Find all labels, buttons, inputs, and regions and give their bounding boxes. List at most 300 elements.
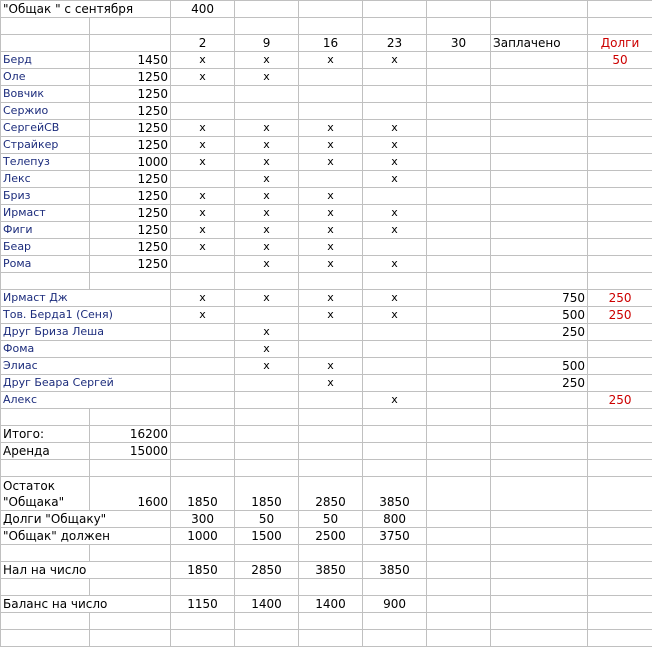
empty-cell[interactable] xyxy=(299,409,363,426)
attendance-mark[interactable]: x xyxy=(299,52,363,69)
empty-cell[interactable] xyxy=(588,477,652,511)
member-name[interactable]: Страйкер xyxy=(1,137,90,154)
empty-cell[interactable] xyxy=(427,188,491,205)
empty-cell[interactable] xyxy=(90,579,171,596)
attendance-mark[interactable]: x xyxy=(235,137,299,154)
member-fee[interactable]: 1250 xyxy=(90,239,171,256)
attendance-mark[interactable]: x xyxy=(171,137,235,154)
balance-by-date[interactable]: 1150 xyxy=(171,596,235,613)
sheet-title[interactable]: "Общак " с сентября xyxy=(1,1,171,18)
empty-cell[interactable] xyxy=(171,273,235,290)
attendance-mark[interactable]: x xyxy=(363,307,427,324)
empty-cell[interactable] xyxy=(491,579,588,596)
debts-header[interactable]: Долги xyxy=(588,35,652,52)
attendance-mark[interactable] xyxy=(235,103,299,120)
attendance-mark[interactable] xyxy=(363,358,427,375)
empty-cell[interactable] xyxy=(363,545,427,562)
empty-cell[interactable] xyxy=(299,460,363,477)
date-header[interactable]: 23 xyxy=(363,35,427,52)
attendance-mark[interactable]: x xyxy=(363,52,427,69)
attendance-mark[interactable]: x xyxy=(235,205,299,222)
empty-cell[interactable] xyxy=(427,69,491,86)
debt-amount[interactable] xyxy=(588,120,652,137)
member-fee[interactable]: 1250 xyxy=(90,188,171,205)
empty-cell[interactable] xyxy=(427,52,491,69)
empty-cell[interactable] xyxy=(90,409,171,426)
paid-amount[interactable] xyxy=(491,120,588,137)
member-name[interactable]: Вовчик xyxy=(1,86,90,103)
empty-cell[interactable] xyxy=(427,562,491,579)
balance-by-date[interactable]: 900 xyxy=(363,596,427,613)
empty-cell[interactable] xyxy=(427,409,491,426)
debt-amount[interactable] xyxy=(588,222,652,239)
empty-cell[interactable] xyxy=(427,154,491,171)
empty-cell[interactable] xyxy=(588,426,652,443)
empty-cell[interactable] xyxy=(171,443,235,460)
debt-amount[interactable] xyxy=(588,239,652,256)
empty-cell[interactable] xyxy=(363,460,427,477)
empty-cell[interactable] xyxy=(299,443,363,460)
empty-cell[interactable] xyxy=(427,477,491,511)
remainder-by-date[interactable]: 3850 xyxy=(363,477,427,511)
debt-amount[interactable]: 250 xyxy=(588,290,652,307)
empty-cell[interactable] xyxy=(171,545,235,562)
attendance-mark[interactable]: x xyxy=(171,290,235,307)
owes-by-date[interactable]: 1500 xyxy=(235,528,299,545)
member-fee[interactable]: 1250 xyxy=(90,120,171,137)
paid-header[interactable]: Заплачено xyxy=(491,35,588,52)
debt-amount[interactable]: 250 xyxy=(588,307,652,324)
paid-amount[interactable] xyxy=(491,69,588,86)
empty-cell[interactable] xyxy=(491,18,588,35)
empty-cell[interactable] xyxy=(427,171,491,188)
debt-amount[interactable] xyxy=(588,188,652,205)
empty-cell[interactable] xyxy=(427,239,491,256)
debts-to-label[interactable]: Долги "Общаку" xyxy=(1,511,171,528)
empty-cell[interactable] xyxy=(299,630,363,647)
date-header[interactable]: 30 xyxy=(427,35,491,52)
attendance-mark[interactable] xyxy=(171,171,235,188)
attendance-mark[interactable]: x xyxy=(299,256,363,273)
member-fee[interactable]: 1250 xyxy=(90,222,171,239)
empty-cell[interactable] xyxy=(299,18,363,35)
empty-cell[interactable] xyxy=(491,409,588,426)
attendance-mark[interactable]: x xyxy=(363,290,427,307)
member-fee[interactable]: 1250 xyxy=(90,69,171,86)
date-header[interactable]: 2 xyxy=(171,35,235,52)
attendance-mark[interactable]: x xyxy=(171,222,235,239)
debt-amount[interactable] xyxy=(588,324,652,341)
member-fee[interactable]: 1250 xyxy=(90,171,171,188)
empty-cell[interactable] xyxy=(90,613,171,630)
paid-amount[interactable]: 250 xyxy=(491,375,588,392)
empty-cell[interactable] xyxy=(588,1,652,18)
attendance-mark[interactable]: x xyxy=(171,307,235,324)
attendance-mark[interactable]: x xyxy=(171,120,235,137)
paid-amount[interactable] xyxy=(491,52,588,69)
attendance-mark[interactable] xyxy=(299,171,363,188)
empty-cell[interactable] xyxy=(299,1,363,18)
member-fee[interactable]: 1250 xyxy=(90,86,171,103)
cash-by-date[interactable]: 3850 xyxy=(363,562,427,579)
paid-amount[interactable] xyxy=(491,205,588,222)
attendance-mark[interactable]: x xyxy=(235,239,299,256)
attendance-mark[interactable]: x xyxy=(299,188,363,205)
empty-cell[interactable] xyxy=(363,630,427,647)
attendance-mark[interactable]: x xyxy=(363,137,427,154)
member-name[interactable]: СергейСВ xyxy=(1,120,90,137)
empty-cell[interactable] xyxy=(427,1,491,18)
member-fee[interactable]: 1250 xyxy=(90,137,171,154)
empty-cell[interactable] xyxy=(90,273,171,290)
empty-cell[interactable] xyxy=(427,443,491,460)
empty-cell[interactable] xyxy=(491,630,588,647)
attendance-mark[interactable] xyxy=(299,341,363,358)
empty-cell[interactable] xyxy=(491,460,588,477)
attendance-mark[interactable] xyxy=(235,375,299,392)
attendance-mark[interactable] xyxy=(171,324,235,341)
guest-name[interactable]: Друг Бриза Леша xyxy=(1,324,171,341)
empty-cell[interactable] xyxy=(427,103,491,120)
empty-cell[interactable] xyxy=(427,341,491,358)
empty-cell[interactable] xyxy=(427,613,491,630)
empty-cell[interactable] xyxy=(363,18,427,35)
empty-cell[interactable] xyxy=(235,443,299,460)
empty-cell[interactable] xyxy=(235,18,299,35)
empty-cell[interactable] xyxy=(171,613,235,630)
debt-amount[interactable] xyxy=(588,341,652,358)
attendance-mark[interactable]: x xyxy=(235,290,299,307)
total-label[interactable]: Итого: xyxy=(1,426,90,443)
attendance-mark[interactable] xyxy=(299,103,363,120)
owes-by-date[interactable]: 2500 xyxy=(299,528,363,545)
cash-by-date[interactable]: 3850 xyxy=(299,562,363,579)
empty-cell[interactable] xyxy=(299,579,363,596)
attendance-mark[interactable]: x xyxy=(299,222,363,239)
empty-cell[interactable] xyxy=(235,426,299,443)
attendance-mark[interactable] xyxy=(363,188,427,205)
empty-cell[interactable] xyxy=(588,511,652,528)
empty-cell[interactable] xyxy=(299,613,363,630)
empty-cell[interactable] xyxy=(588,613,652,630)
empty-cell[interactable] xyxy=(427,426,491,443)
debt-amount[interactable] xyxy=(588,358,652,375)
attendance-mark[interactable]: x xyxy=(299,120,363,137)
attendance-mark[interactable]: x xyxy=(299,239,363,256)
attendance-mark[interactable] xyxy=(171,86,235,103)
member-name[interactable]: Телепуз xyxy=(1,154,90,171)
empty-cell[interactable] xyxy=(588,460,652,477)
paid-amount[interactable]: 750 xyxy=(491,290,588,307)
debts-to-by-date[interactable]: 50 xyxy=(299,511,363,528)
empty-cell[interactable] xyxy=(171,426,235,443)
empty-cell[interactable] xyxy=(427,375,491,392)
empty-cell[interactable] xyxy=(235,630,299,647)
member-name[interactable]: Оле xyxy=(1,69,90,86)
remainder-by-date[interactable]: 1850 xyxy=(235,477,299,511)
member-name[interactable]: Фиги xyxy=(1,222,90,239)
empty-cell[interactable] xyxy=(491,562,588,579)
member-name[interactable]: Сержио xyxy=(1,103,90,120)
attendance-mark[interactable] xyxy=(363,375,427,392)
member-name[interactable]: Беар xyxy=(1,239,90,256)
empty-cell[interactable] xyxy=(1,545,90,562)
empty-cell[interactable] xyxy=(90,460,171,477)
attendance-mark[interactable] xyxy=(363,239,427,256)
attendance-mark[interactable]: x xyxy=(171,205,235,222)
attendance-mark[interactable] xyxy=(235,307,299,324)
attendance-mark[interactable]: x xyxy=(235,358,299,375)
empty-cell[interactable] xyxy=(588,528,652,545)
empty-cell[interactable] xyxy=(235,409,299,426)
empty-cell[interactable] xyxy=(427,137,491,154)
attendance-mark[interactable] xyxy=(299,392,363,409)
empty-cell[interactable] xyxy=(427,545,491,562)
empty-cell[interactable] xyxy=(427,392,491,409)
attendance-mark[interactable]: x xyxy=(235,154,299,171)
paid-amount[interactable] xyxy=(491,154,588,171)
empty-cell[interactable] xyxy=(491,511,588,528)
empty-cell[interactable] xyxy=(1,579,90,596)
balance-label[interactable]: Баланс на число xyxy=(1,596,171,613)
empty-cell[interactable] xyxy=(427,324,491,341)
attendance-mark[interactable]: x xyxy=(299,290,363,307)
attendance-mark[interactable] xyxy=(299,324,363,341)
empty-cell[interactable] xyxy=(491,426,588,443)
empty-cell[interactable] xyxy=(427,222,491,239)
attendance-mark[interactable] xyxy=(363,69,427,86)
empty-cell[interactable] xyxy=(427,307,491,324)
member-fee[interactable]: 1250 xyxy=(90,256,171,273)
member-name[interactable]: Берд xyxy=(1,52,90,69)
empty-cell[interactable] xyxy=(90,630,171,647)
empty-cell[interactable] xyxy=(491,613,588,630)
debts-to-by-date[interactable]: 800 xyxy=(363,511,427,528)
attendance-mark[interactable]: x xyxy=(235,120,299,137)
empty-cell[interactable] xyxy=(427,596,491,613)
empty-cell[interactable] xyxy=(235,579,299,596)
debts-to-by-date[interactable]: 300 xyxy=(171,511,235,528)
empty-cell[interactable] xyxy=(427,273,491,290)
attendance-mark[interactable] xyxy=(363,103,427,120)
attendance-mark[interactable] xyxy=(299,69,363,86)
empty-cell[interactable] xyxy=(363,426,427,443)
guest-name[interactable]: Фома xyxy=(1,341,171,358)
empty-cell[interactable] xyxy=(588,630,652,647)
attendance-mark[interactable] xyxy=(171,392,235,409)
empty-cell[interactable] xyxy=(491,545,588,562)
debt-amount[interactable] xyxy=(588,137,652,154)
empty-cell[interactable] xyxy=(1,35,90,52)
debt-amount[interactable]: 250 xyxy=(588,392,652,409)
empty-cell[interactable] xyxy=(1,630,90,647)
paid-amount[interactable] xyxy=(491,256,588,273)
empty-cell[interactable] xyxy=(90,18,171,35)
empty-cell[interactable] xyxy=(427,460,491,477)
attendance-mark[interactable]: x xyxy=(363,205,427,222)
debt-amount[interactable] xyxy=(588,69,652,86)
cash-by-date[interactable]: 1850 xyxy=(171,562,235,579)
cash-label[interactable]: Нал на число xyxy=(1,562,171,579)
empty-cell[interactable] xyxy=(363,409,427,426)
attendance-mark[interactable] xyxy=(299,86,363,103)
empty-cell[interactable] xyxy=(235,1,299,18)
empty-cell[interactable] xyxy=(171,460,235,477)
empty-cell[interactable] xyxy=(588,18,652,35)
empty-cell[interactable] xyxy=(427,579,491,596)
guest-name[interactable]: Ирмаст Дж xyxy=(1,290,171,307)
empty-cell[interactable] xyxy=(588,545,652,562)
debt-amount[interactable] xyxy=(588,154,652,171)
attendance-mark[interactable]: x xyxy=(171,188,235,205)
empty-cell[interactable] xyxy=(491,443,588,460)
empty-cell[interactable] xyxy=(90,35,171,52)
empty-cell[interactable] xyxy=(427,86,491,103)
balance-by-date[interactable]: 1400 xyxy=(235,596,299,613)
paid-amount[interactable] xyxy=(491,137,588,154)
date-header[interactable]: 9 xyxy=(235,35,299,52)
attendance-mark[interactable] xyxy=(363,324,427,341)
guest-name[interactable]: Элиас xyxy=(1,358,171,375)
attendance-mark[interactable]: x xyxy=(235,324,299,341)
attendance-mark[interactable]: x xyxy=(363,392,427,409)
attendance-mark[interactable]: x xyxy=(299,154,363,171)
attendance-mark[interactable]: x xyxy=(235,222,299,239)
empty-cell[interactable] xyxy=(1,409,90,426)
attendance-mark[interactable]: x xyxy=(363,222,427,239)
empty-cell[interactable] xyxy=(1,18,90,35)
empty-cell[interactable] xyxy=(491,596,588,613)
empty-cell[interactable] xyxy=(588,409,652,426)
remainder-value[interactable]: 1600 xyxy=(90,477,171,511)
member-name[interactable]: Лекс xyxy=(1,171,90,188)
paid-amount[interactable] xyxy=(491,392,588,409)
member-fee[interactable]: 1250 xyxy=(90,205,171,222)
attendance-mark[interactable] xyxy=(171,358,235,375)
empty-cell[interactable] xyxy=(427,205,491,222)
empty-cell[interactable] xyxy=(427,290,491,307)
empty-cell[interactable] xyxy=(1,460,90,477)
paid-amount[interactable]: 250 xyxy=(491,324,588,341)
attendance-mark[interactable]: x xyxy=(235,256,299,273)
debt-amount[interactable]: 50 xyxy=(588,52,652,69)
empty-cell[interactable] xyxy=(427,511,491,528)
member-fee[interactable]: 1250 xyxy=(90,103,171,120)
attendance-mark[interactable] xyxy=(171,256,235,273)
debt-amount[interactable] xyxy=(588,256,652,273)
date-header[interactable]: 16 xyxy=(299,35,363,52)
empty-cell[interactable] xyxy=(1,613,90,630)
debt-amount[interactable] xyxy=(588,375,652,392)
empty-cell[interactable] xyxy=(363,1,427,18)
empty-cell[interactable] xyxy=(90,545,171,562)
paid-amount[interactable] xyxy=(491,171,588,188)
attendance-mark[interactable] xyxy=(235,86,299,103)
empty-cell[interactable] xyxy=(427,120,491,137)
empty-cell[interactable] xyxy=(363,579,427,596)
debt-amount[interactable] xyxy=(588,86,652,103)
attendance-mark[interactable]: x xyxy=(171,239,235,256)
paid-amount[interactable] xyxy=(491,103,588,120)
rent-label[interactable]: Аренда xyxy=(1,443,90,460)
total-value[interactable]: 16200 xyxy=(90,426,171,443)
guest-name[interactable]: Друг Беара Сергей xyxy=(1,375,171,392)
debt-amount[interactable] xyxy=(588,205,652,222)
empty-cell[interactable] xyxy=(588,596,652,613)
paid-amount[interactable] xyxy=(491,341,588,358)
paid-amount[interactable]: 500 xyxy=(491,358,588,375)
paid-amount[interactable]: 500 xyxy=(491,307,588,324)
attendance-mark[interactable]: x xyxy=(363,154,427,171)
owes-label[interactable]: "Общак" должен xyxy=(1,528,171,545)
empty-cell[interactable] xyxy=(363,613,427,630)
member-name[interactable]: Бриз xyxy=(1,188,90,205)
member-name[interactable]: Рома xyxy=(1,256,90,273)
empty-cell[interactable] xyxy=(171,579,235,596)
empty-cell[interactable] xyxy=(491,528,588,545)
member-fee[interactable]: 1450 xyxy=(90,52,171,69)
empty-cell[interactable] xyxy=(427,630,491,647)
attendance-mark[interactable] xyxy=(171,341,235,358)
paid-amount[interactable] xyxy=(491,188,588,205)
remainder-by-date[interactable]: 1850 xyxy=(171,477,235,511)
empty-cell[interactable] xyxy=(299,426,363,443)
empty-cell[interactable] xyxy=(235,273,299,290)
title-value[interactable]: 400 xyxy=(171,1,235,18)
member-fee[interactable]: 1000 xyxy=(90,154,171,171)
empty-cell[interactable] xyxy=(235,545,299,562)
balance-by-date[interactable]: 1400 xyxy=(299,596,363,613)
empty-cell[interactable] xyxy=(235,613,299,630)
guest-name[interactable]: Алекс xyxy=(1,392,171,409)
empty-cell[interactable] xyxy=(299,545,363,562)
empty-cell[interactable] xyxy=(588,273,652,290)
attendance-mark[interactable]: x xyxy=(235,341,299,358)
attendance-mark[interactable]: x xyxy=(363,120,427,137)
debts-to-by-date[interactable]: 50 xyxy=(235,511,299,528)
empty-cell[interactable] xyxy=(171,630,235,647)
attendance-mark[interactable] xyxy=(171,103,235,120)
attendance-mark[interactable]: x xyxy=(235,171,299,188)
owes-by-date[interactable]: 3750 xyxy=(363,528,427,545)
empty-cell[interactable] xyxy=(588,562,652,579)
attendance-mark[interactable]: x xyxy=(235,69,299,86)
attendance-mark[interactable]: x xyxy=(171,69,235,86)
empty-cell[interactable] xyxy=(588,579,652,596)
attendance-mark[interactable] xyxy=(235,392,299,409)
debt-amount[interactable] xyxy=(588,171,652,188)
empty-cell[interactable] xyxy=(299,273,363,290)
remainder-label[interactable]: Остаток "Общака" xyxy=(1,477,90,511)
empty-cell[interactable] xyxy=(427,358,491,375)
rent-value[interactable]: 15000 xyxy=(90,443,171,460)
attendance-mark[interactable] xyxy=(363,86,427,103)
owes-by-date[interactable]: 1000 xyxy=(171,528,235,545)
attendance-mark[interactable]: x xyxy=(299,358,363,375)
attendance-mark[interactable] xyxy=(171,375,235,392)
empty-cell[interactable] xyxy=(1,273,90,290)
guest-name[interactable]: Тов. Берда1 (Сеня) xyxy=(1,307,171,324)
empty-cell[interactable] xyxy=(491,1,588,18)
empty-cell[interactable] xyxy=(491,477,588,511)
attendance-mark[interactable]: x xyxy=(299,375,363,392)
attendance-mark[interactable]: x xyxy=(235,52,299,69)
empty-cell[interactable] xyxy=(171,18,235,35)
paid-amount[interactable] xyxy=(491,239,588,256)
empty-cell[interactable] xyxy=(427,256,491,273)
empty-cell[interactable] xyxy=(171,409,235,426)
paid-amount[interactable] xyxy=(491,222,588,239)
